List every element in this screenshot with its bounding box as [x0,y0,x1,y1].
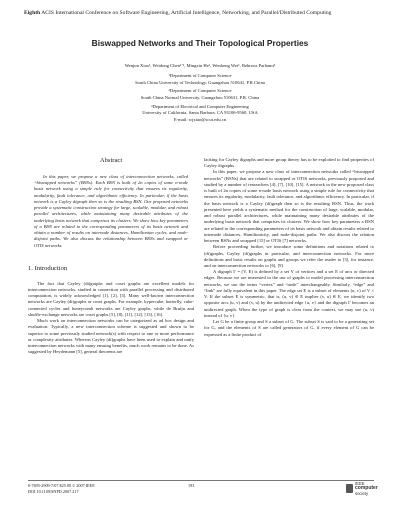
left-column [28,157,194,356]
page-number: 193 [188,483,195,488]
introduction-heading: 1. Introduction [28,264,68,272]
abstract-text: In this paper, we propose a new class of interconnection networks, called “biswapped networks” (BSNs). Each BSN is built of 2n copies of some n-node basis network using a simple rule for connectivity that ensures its regularity, modularity, fault tolerance, and algorithmic efficiency. In particular, if the basis network is a Cayley digraph then so is the resulting BSN. Our proposed networks provide a systematic construction strategy for large, scalable, modular, and robust parallel architectures, while maintaining many desirable attributes of the underlying basis network that comprises its clusters. We show how key parameters of a BSN are related to the corresponding parameters of its basis network and obtain a number of results on internode distances, Hamiltonian cycles, and node-disjoint paths. We also discuss the relationship between BSNs and swapped or OTIS networks. [34,173,188,248]
header-rest: ACIS International Conference on Software Engineering, Artificial Intelligence, Networking, and Parallel/Distributed Computing [40,10,332,16]
ieee-computer-society-logo [346,481,378,500]
body-paragraph: Let G be a finite group and S a subset of G. The subset S is said to be a generating set for G, and the elements of S are called generators of G, if every element of G can be expressed as a finite product of [204,319,374,337]
body-paragraph: lacking for Cayley digraphs and more group theory has to be exploited to find properties of Cayley digraphs. [204,157,374,169]
footer-publication-info [28,483,95,495]
affiliations [0,73,400,124]
affiliation-line: South China University of Technology, Guangzhou 510641, P.R.China [135,79,265,85]
affiliation-line: ²Department of Computer Science [168,88,232,94]
intro-paragraph: Much work on interconnection networks can be categorized as ad hoc design and evaluation. Typically, a new interconnection scheme is suggested and shown to be superior to some previously studied network(s) with respect to one or more performance or complexity attributes. Whereas Cayley (di)graphs have been used to explain and unify interconnection networks with many ensuing benefits, much work remains to be done. As suggested by Heydemann [5], general theorems are [28,318,194,355]
logo-wordmark [355,482,378,496]
body-paragraph: A digraph Γ = (V, E) is defined by a set V of vertices and a set E of arcs or directed edges. Because we are interested in the use of graphs to model processing interconnection networks, we use the terms “vertex” and “node” interchangeably. Similarly, “edge” and “link” are fully equivalent in this paper. The edge set E is a subset of elements (u, v) of V × V. If the subset E is symmetric, that is, (u, v) ∈ E implies (v, u) ∈ E, we identify two opposite arcs (u, v) and (v, u) by the undirected edge {u, v} and the digraph Γ becomes an undirected graph. When the type of graph is clear from the context, we may use (u, v) instead of {u, v}. [204,269,374,318]
paper-title: Biswapped Networks and Their Topological Properties [91,38,309,48]
body-paragraph: Before proceeding further, we introduce some definitions and notations related to (di)graphs, Cayley (di)graphs in particular, and interconnection networks. For more definitions and basic results on graphs and groups we refer the reader to [3], for instance, and on interconnection networks to [6], [9]. [204,244,374,268]
conference-header [24,10,384,17]
logo-line-society: society [355,490,369,496]
abstract-heading: Abstract [99,157,123,164]
logo-line-ieee: IEEE [355,481,365,486]
affiliation-line: ¹Department of Computer Science [168,73,232,78]
affiliation-line: ³Department of Electrical and Computer Engineering [151,103,249,109]
email-line: E-mail: wjxiao@scut.edu.cn [173,116,227,122]
affiliation-line: South China Normal University, Guangzhou 510631, P.R. China [140,94,260,100]
author-list: Wenjun Xiao¹, Weidong Chen¹ʼ², Mingxin He¹, Wenhong Wei¹, Behrooz Parhami³ [124,63,276,68]
body-paragraph: In this paper, we propose a new class of interconnection networks called “biswapped networks” (BSNs) that are related to swapped or OTIS networks, previously proposed and studied by a number of researchers [4], [7], [10], [15]. A network in the new proposed class is built of 2n copies of some n-node basis network using a simple rule for connectivity that ensures its regularity, modularity, fault tolerance, and algorithmic efficiency. In particular, if the basis network is a Cayley (di)graph then so is the resulting BSN. Thus, the work presented here yields a systematic method for the construction of large, scalable, modular, and robust parallel architectures, while maintaining many desirable attributes of the underlying basis network that comprises its clusters. We show how key parameters a BSN are related to the corresponding parameters of its basis network and obtain results related to internode distances, Hamiltonicity, and node-disjoint paths. We also discuss the relation between BSNs and swapped [15] or OTIS [7] networks. [204,169,374,244]
logo-line-computer: computer [355,485,378,492]
logo-mark-icon [346,484,353,493]
page-footer [28,480,378,503]
affiliation-line: University of California, Santa Barbara, CA 93106-9560, USA [142,110,258,116]
right-column [204,157,374,338]
intro-paragraph: The fact that Cayley (di)graphs and coset graphs are excellent models for interconnection networks, studied in connection with parallel processing and distributed computation, is widely acknowledged [1], [2], [5]. Many well-known interconnection networks are Cayley (di)graphs or coset graphs. For example, hypercube, butterfly, cube-connected cycles and honeycomb networks are Cayley graphs, while de Bruijn and shuffle-exchange networks are coset graphs [5], [8], [11], [12], [13], [16]. [28,280,194,317]
header-bold: Eighth [24,10,41,16]
doi-line: DOI 10.1109/SNPD.2007.217 [28,488,79,494]
isbn-line: 0-7695-2909-7/07 $25.00 © 2007 IEEE [28,483,95,488]
